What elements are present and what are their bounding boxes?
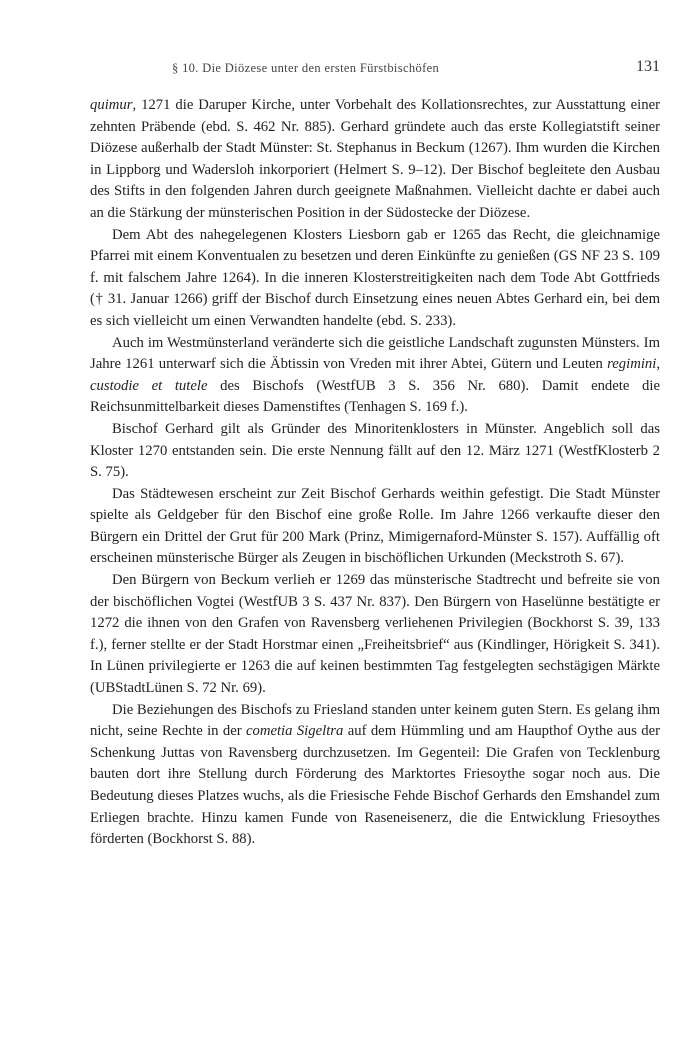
body-text: [90, 95, 660, 851]
italic-phrase: regimini, custodie et tutele: [90, 356, 660, 394]
paragraph: [90, 484, 660, 570]
text-run: Bischof Gerhard gilt als Gründer des Minoritenklosters in Münster. Angeblich soll das Kloster 1270 entstanden sein. Die erste Nennung fällt auf den 12. März 1271 (WestfKlosterb 2 S. 75).: [90, 420, 660, 481]
paragraph: [90, 225, 660, 333]
text-run: des Bischofs (WestfUB 3 S. 356 Nr. 680). Damit endete die Reichsunmittelbarkeit dieses Damenstiftes (Tenhagen S. 169 f.).: [90, 377, 660, 416]
italic-phrase: quimur: [90, 97, 133, 113]
paragraph: [90, 333, 660, 419]
text-run: Die Beziehungen des Bischofs zu Friesland standen unter keinem guten Stern. Es gelang ihm nicht, seine Rechte in der: [90, 701, 660, 740]
running-head: [90, 58, 660, 82]
text-run: Das Städtewesen erscheint zur Zeit Bischof Gerhards weithin gefestigt. Die Stadt Münster spielte als Geldgeber für den Bischof eine große Rolle. Im Jahre 1266 verkaufte dieser den Bürgern ein Drittel der Grut für 200 Mark (Prinz, Mimigernaford-Münster S. 157). Auffällig oft erscheinen münsterische Bürger als Zeugen in bischöflichen Urkunden (Meckstroth S. 67).: [90, 485, 660, 567]
paragraph: [90, 570, 660, 700]
text-run: Den Bürgern von Beckum verlieh er 1269 das münsterische Stadtrecht und befreite sie von der bischöflichen Vogtei (WestfUB 3 S. 437 Nr. 837). Den Bürgern von Haselünne bestätigte er 1272 die ihnen von den Grafen von Ravensberg verliehenen Privilegien (Bockhorst S. 39, 133 f.), ferner stellte er der Stadt Horstmar einen „Freiheitsbrief“ aus (Kindlinger, Hörigkeit S. 341). In Lünen privilegierte er 1263 die auf keinen bestimmten Tag festgelegten sechstägigen Märkte (UBStadtLünen S. 72 Nr. 69).: [90, 572, 660, 697]
paragraph: [90, 700, 660, 851]
paragraph: [90, 419, 660, 484]
italic-phrase: cometia Sigeltra: [245, 723, 344, 740]
page-number: 131: [636, 58, 660, 75]
paragraph: [90, 95, 660, 225]
running-title: § 10. Die Diözese unter den ersten Fürstbischöfen: [172, 61, 440, 75]
text-run: Dem Abt des nahegelegenen Klosters Liesborn gab er 1265 das Recht, die gleichnamige Pfarrei mit einem Konventualen zu besetzen und deren Einkünfte zu genießen (GS NF 23 S. 109 f. mit falschem Jahre 1264). In die inneren Klosterstreitigkeiten nach dem Tode Abt Gottfrieds († 31. Januar 1266) griff der Bischof durch Einsetzung eines neuen Abtes Gerhard ein, bei dem es sich vielleicht um einen Verwandten handelte (ebd. S. 233).: [90, 226, 660, 329]
text-run: Auch im Westmünsterland veränderte sich die geistliche Landschaft zugunsten Münsters. Im Jahre 1261 unterwarf sich die Äbtissin von Vreden mit ihrer Abtei, Gütern und Leuten: [90, 334, 660, 373]
text-run: , 1271 die Daruper Kirche, unter Vorbehalt des Kollationsrechtes, zur Ausstattung einer zehnten Präbende (ebd. S. 462 Nr. 885). Gerhard gründete auch das erste Kollegiatstift seiner Diözese außerhalb der Stadt Münster: St. Stephanus in Beckum (1267). Ihm wurden die Kirchen in Lippborg und Wadersloh inkorporiert (Helmert S. 9–12). Der Bischof begleitete den Ausbau des Stifts in den folgenden Jahren durch geeignete Maßnahmen. Vielleicht dachte er dabei auch an die Stärkung der münsterischen Position in der Südostecke der Diözese.: [90, 97, 660, 221]
text-run: auf dem Hümmling und am Haupthof Oythe aus der Schenkung Juttas von Ravensberg durchzusetzen. Im Gegenteil: Die Grafen von Tecklenburg bauten dort ihre Stellung durch Förderung des Marktortes Friesoythe sogar noch aus. Die Bedeutung dieses Platzes wuchs, als die Friesische Fehde Bischof Gerhards den Emshandel zum Erliegen brachte. Hinzu kamen Funde von Raseneisenerz, die die Entwicklung Friesoythes förderten (Bockhorst S. 88).: [90, 723, 660, 848]
